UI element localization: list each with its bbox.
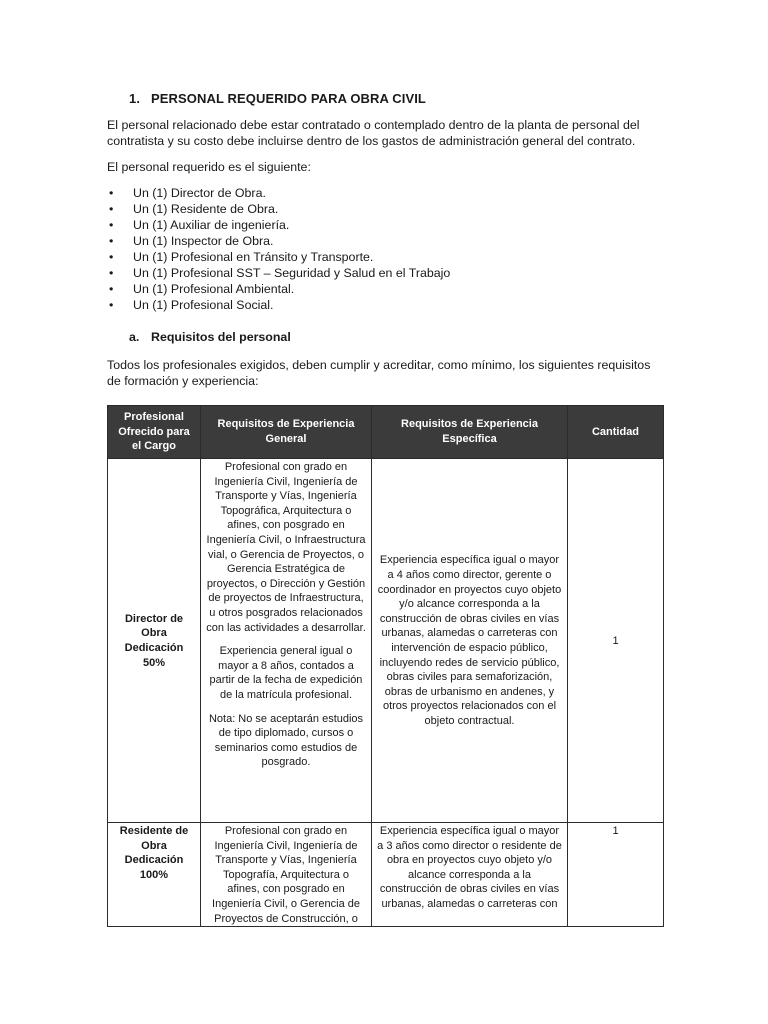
general-requirements-cell: Profesional con grado en Ingeniería Civil, Ingeniería de Transporte y Vías, Ingeniería Topografía, Arquitectura o afines, con posgrado en Ingeniería Civil, o Gerencia de Proyectos de Construcción, o bbox=[201, 823, 372, 927]
bullet-icon: • bbox=[109, 282, 114, 296]
general-requirements-cell: Profesional con grado en Ingeniería Civil, Ingeniería de Transporte y Vías, Ingeniería Topográfica, Arquitectura o afines, con posgrado en Ingeniería Civil, o Infraestructura vial, o Gerencia de Proyectos, o Gerencia Estratégica de proyectos, o Dirección y Gestión de proyectos de Infraestructura, u otros posgrados relacionados con las actividades a desarrollar. Experiencia general igual o mayor a 8 años, contados a partir de la fecha de expedición de la matrícula profesional. Nota: No se aceptarán estudios de tipo diplomado, cursos o seminarios como estudios de posgrado. bbox=[201, 459, 372, 823]
bullet-icon: • bbox=[109, 234, 114, 248]
header-general-experience: Requisitos de Experiencia General bbox=[201, 406, 372, 459]
specific-requirements-cell: Experiencia específica igual o mayor a 4 años como director, gerente o coordinador en proyectos cuyo objeto y/o alcance corresponda a la construcción de obras civiles en vías urbanas, alamedas o carreteras con intervención de espacio público, incluyendo redes de servicio público, obras civiles para semaforización, obras de urbanismo en andenes, y otros proyectos relacionados con el objeto contractual. bbox=[372, 459, 568, 823]
list-item: • Un (1) Profesional SST – Seguridad y Salud en el Trabajo bbox=[109, 266, 451, 280]
role-cell: Residente de Obra Dedicación 100% bbox=[108, 823, 201, 927]
list-item: • Un (1) Residente de Obra. bbox=[109, 202, 279, 216]
quantity-cell: 1 bbox=[568, 823, 664, 927]
role-cell: Director de Obra Dedicación 50% bbox=[108, 459, 201, 823]
bullet-icon: • bbox=[109, 266, 114, 280]
subsection-letter: a. bbox=[129, 330, 140, 344]
list-item: • Un (1) Profesional Ambiental. bbox=[109, 282, 295, 296]
list-item: • Un (1) Profesional Social. bbox=[109, 298, 274, 312]
bullet-icon: • bbox=[109, 250, 114, 264]
table-row bbox=[108, 823, 664, 927]
staff-list-intro: El personal requerido es el siguiente: bbox=[107, 160, 311, 174]
quantity-cell: 1 bbox=[568, 459, 664, 823]
header-quantity: Cantidad bbox=[568, 406, 664, 459]
table-row bbox=[108, 459, 664, 823]
specific-requirements-cell: Experiencia específica igual o mayor a 3 años como director o residente de obra en proyectos cuyo objeto y/o alcance corresponda a la construcción de obras civiles en vías urbanas, alamedas o carreteras con bbox=[372, 823, 568, 927]
bullet-icon: • bbox=[109, 298, 114, 312]
list-item: • Un (1) Inspector de Obra. bbox=[109, 234, 274, 248]
bullet-icon: • bbox=[109, 186, 114, 200]
list-item: • Un (1) Director de Obra. bbox=[109, 186, 266, 200]
list-item: • Un (1) Profesional en Tránsito y Transporte. bbox=[109, 250, 374, 264]
section-number: 1. bbox=[129, 91, 141, 106]
section-intro: El personal relacionado debe estar contratado o contemplado dentro de la planta de personal del contratista y su costo debe incluirse dentro de los gastos de administración general del contrato. bbox=[107, 118, 640, 148]
bullet-icon: • bbox=[109, 218, 114, 232]
bullet-icon: • bbox=[109, 202, 114, 216]
section-heading bbox=[129, 91, 426, 106]
table-header-row bbox=[108, 406, 664, 459]
subsection-heading bbox=[129, 330, 291, 344]
requirements-table bbox=[107, 405, 664, 927]
subsection-intro: Todos los profesionales exigidos, deben cumplir y acreditar, como mínimo, los siguientes requisitos de formación y experiencia: bbox=[107, 358, 651, 388]
section-title: PERSONAL REQUERIDO PARA OBRA CIVIL bbox=[151, 91, 426, 106]
header-specific-experience: Requisitos de Experiencia Específica bbox=[372, 406, 568, 459]
list-item: • Un (1) Auxiliar de ingeniería. bbox=[109, 218, 290, 232]
staff-list bbox=[107, 185, 450, 313]
subsection-title: Requisitos del personal bbox=[151, 330, 291, 344]
header-professional: Profesional Ofrecido para el Cargo bbox=[108, 406, 201, 459]
